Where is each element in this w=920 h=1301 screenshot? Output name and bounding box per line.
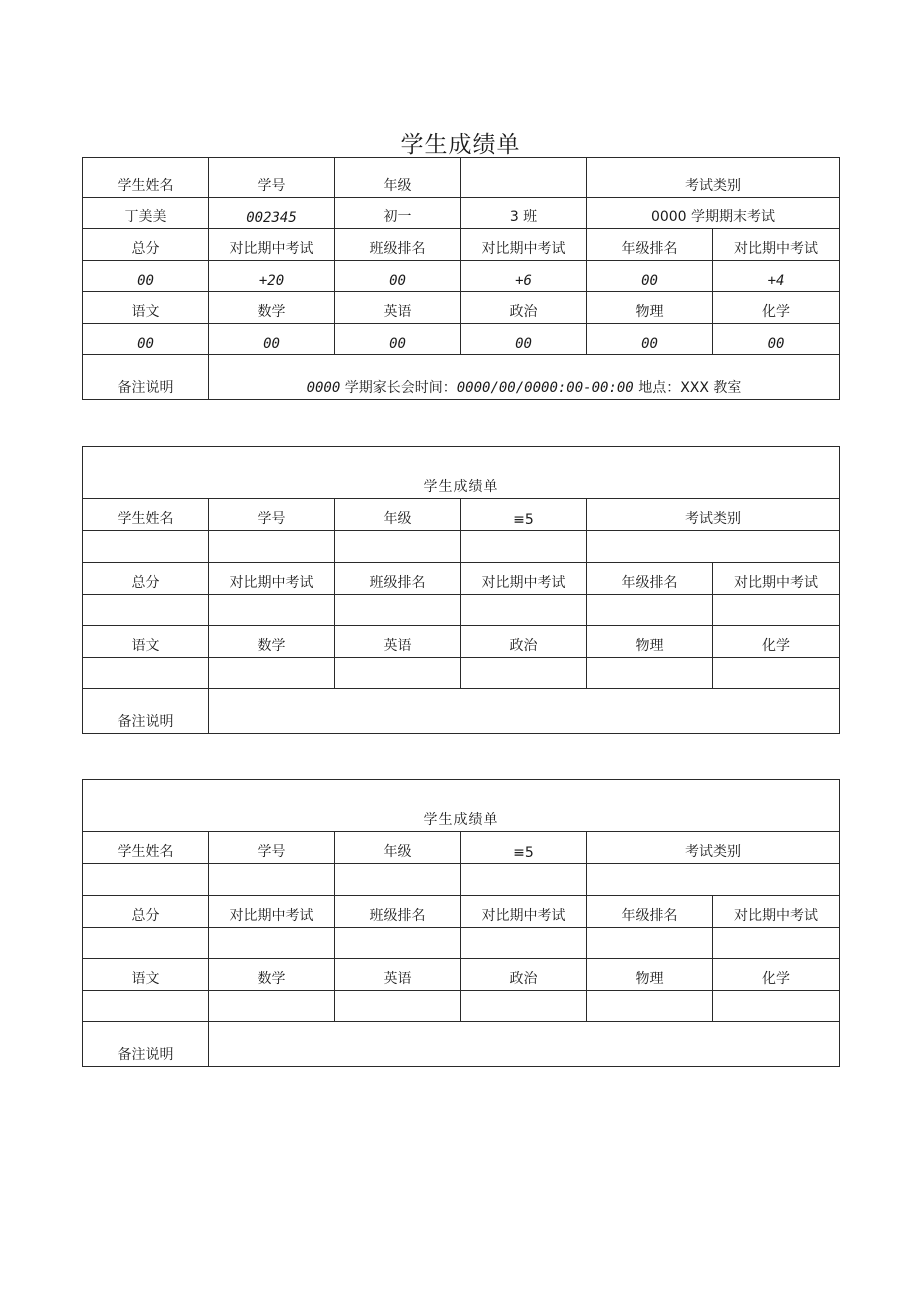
grade-rank-header: 年级排名	[587, 229, 713, 261]
compare1-header: 对比期中考试	[209, 896, 335, 928]
sheet2-title: 学生成绩单	[83, 447, 840, 499]
english-cell	[335, 991, 461, 1022]
class-value: 3 班	[461, 198, 587, 229]
class-code: ≡5	[461, 499, 587, 531]
physics-score: 00	[587, 324, 713, 355]
remark-row	[83, 689, 840, 734]
name-header: 学生姓名	[83, 158, 209, 198]
remark-place: 地点：XXX 教室	[633, 380, 742, 396]
physics-header: 物理	[587, 959, 713, 991]
chemistry-header: 化学	[713, 626, 840, 658]
chemistry-header: 化学	[713, 959, 840, 991]
title-row	[83, 447, 840, 499]
total-header: 总分	[83, 563, 209, 595]
sheet2-table	[82, 446, 840, 734]
grade-header: 年级	[335, 499, 461, 531]
remark-term: 0000	[306, 380, 341, 396]
chemistry-cell	[713, 991, 840, 1022]
grade-rank-cell	[587, 928, 713, 959]
grade-rank-header: 年级排名	[587, 563, 713, 595]
compare1-cell	[209, 595, 335, 626]
english-header: 英语	[335, 959, 461, 991]
total-header: 总分	[83, 896, 209, 928]
compare1-header: 对比期中考试	[209, 229, 335, 261]
exam-value: 0000 学期期末考试	[587, 198, 840, 229]
compare1-cell	[209, 928, 335, 959]
class-rank-cell	[335, 595, 461, 626]
chemistry-cell	[713, 658, 840, 689]
name-header: 学生姓名	[83, 832, 209, 864]
student-id-header: 学号	[209, 499, 335, 531]
exam-type-header: 考试类别	[587, 158, 840, 198]
total-cell	[83, 928, 209, 959]
math-header: 数学	[209, 292, 335, 324]
exam-cell	[587, 531, 840, 563]
chinese-header: 语文	[83, 292, 209, 324]
compare3-header: 对比期中考试	[713, 563, 840, 595]
chinese-cell	[83, 991, 209, 1022]
english-score: 00	[335, 324, 461, 355]
total-header: 总分	[83, 229, 209, 261]
chinese-score: 00	[83, 324, 209, 355]
compare2-header: 对比期中考试	[461, 896, 587, 928]
remark-row	[83, 355, 840, 400]
physics-cell	[587, 658, 713, 689]
remark-meeting-time: 0000/00/0000:00-00:00	[456, 380, 634, 396]
compare2-header: 对比期中考试	[461, 563, 587, 595]
math-score: 00	[209, 324, 335, 355]
politics-header: 政治	[461, 292, 587, 324]
sheet1-title: 学生成绩单	[400, 132, 521, 158]
compare3-header: 对比期中考试	[713, 229, 840, 261]
class-cell	[461, 864, 587, 896]
math-cell	[209, 658, 335, 689]
student-name-cell	[83, 864, 209, 896]
remark-label: 备注说明	[83, 1022, 209, 1067]
chemistry-header: 化学	[713, 292, 840, 324]
class-rank-value: 00	[335, 261, 461, 292]
grade-rank-header: 年级排名	[587, 896, 713, 928]
chinese-header: 语文	[83, 959, 209, 991]
remark-meeting-label: 学期家长会时间：	[340, 380, 457, 396]
exam-type-header: 考试类别	[587, 499, 840, 531]
score-value-row	[83, 928, 840, 959]
sheet3-table	[82, 779, 840, 1067]
sheet1-table	[82, 157, 840, 400]
header-row	[83, 158, 840, 198]
english-cell	[335, 658, 461, 689]
grade-rank-value: 00	[587, 261, 713, 292]
student-name-cell	[83, 531, 209, 563]
student-id-cell	[209, 864, 335, 896]
chemistry-score: 00	[713, 324, 840, 355]
compare1-header: 对比期中考试	[209, 563, 335, 595]
subject-header-row	[83, 292, 840, 324]
grade-header: 年级	[335, 158, 461, 198]
physics-cell	[587, 991, 713, 1022]
math-header: 数学	[209, 959, 335, 991]
remark-cell	[209, 689, 840, 734]
total-cell	[83, 595, 209, 626]
exam-cell	[587, 864, 840, 896]
english-header: 英语	[335, 626, 461, 658]
class-rank-cell	[335, 928, 461, 959]
header-row	[83, 832, 840, 864]
student-id-value: 002345	[209, 198, 335, 229]
subject-score-row	[83, 324, 840, 355]
score-value-row	[83, 595, 840, 626]
info-row	[83, 198, 840, 229]
grade-cell	[335, 531, 461, 563]
student-id-cell	[209, 531, 335, 563]
student-id-header: 学号	[209, 832, 335, 864]
student-id-header: 学号	[209, 158, 335, 198]
compare3-cell	[713, 595, 840, 626]
compare2-cell	[461, 595, 587, 626]
score-header-row	[83, 563, 840, 595]
grade-value: 初一	[335, 198, 461, 229]
sheet3-title: 学生成绩单	[83, 780, 840, 832]
remark-label: 备注说明	[83, 355, 209, 400]
politics-header: 政治	[461, 626, 587, 658]
class-code: ≡5	[461, 832, 587, 864]
class-header	[461, 158, 587, 198]
score-header-row	[83, 229, 840, 261]
subject-header-row	[83, 626, 840, 658]
remark-label: 备注说明	[83, 689, 209, 734]
compare3-cell	[713, 928, 840, 959]
exam-type-header: 考试类别	[587, 832, 840, 864]
info-row	[83, 864, 840, 896]
class-rank-header: 班级排名	[335, 229, 461, 261]
politics-score: 00	[461, 324, 587, 355]
compare1-value: +20	[209, 261, 335, 292]
politics-header: 政治	[461, 959, 587, 991]
subject-score-row	[83, 991, 840, 1022]
class-cell	[461, 531, 587, 563]
title-row	[83, 780, 840, 832]
remark-cell	[209, 1022, 840, 1067]
total-value: 00	[83, 261, 209, 292]
header-row	[83, 499, 840, 531]
math-cell	[209, 991, 335, 1022]
physics-header: 物理	[587, 626, 713, 658]
chinese-header: 语文	[83, 626, 209, 658]
class-rank-header: 班级排名	[335, 563, 461, 595]
compare3-header: 对比期中考试	[713, 896, 840, 928]
compare2-header: 对比期中考试	[461, 229, 587, 261]
politics-cell	[461, 991, 587, 1022]
student-name-value: 丁美美	[83, 198, 209, 229]
compare2-cell	[461, 928, 587, 959]
compare3-value: +4	[713, 261, 840, 292]
info-row	[83, 531, 840, 563]
chinese-cell	[83, 658, 209, 689]
physics-header: 物理	[587, 292, 713, 324]
score-value-row	[83, 261, 840, 292]
remark-row	[83, 1022, 840, 1067]
score-header-row	[83, 896, 840, 928]
politics-cell	[461, 658, 587, 689]
subject-header-row	[83, 959, 840, 991]
compare2-value: +6	[461, 261, 587, 292]
grade-cell	[335, 864, 461, 896]
english-header: 英语	[335, 292, 461, 324]
grade-header: 年级	[335, 832, 461, 864]
grade-rank-cell	[587, 595, 713, 626]
remark-text	[209, 355, 840, 400]
class-rank-header: 班级排名	[335, 896, 461, 928]
name-header: 学生姓名	[83, 499, 209, 531]
subject-score-row	[83, 658, 840, 689]
math-header: 数学	[209, 626, 335, 658]
